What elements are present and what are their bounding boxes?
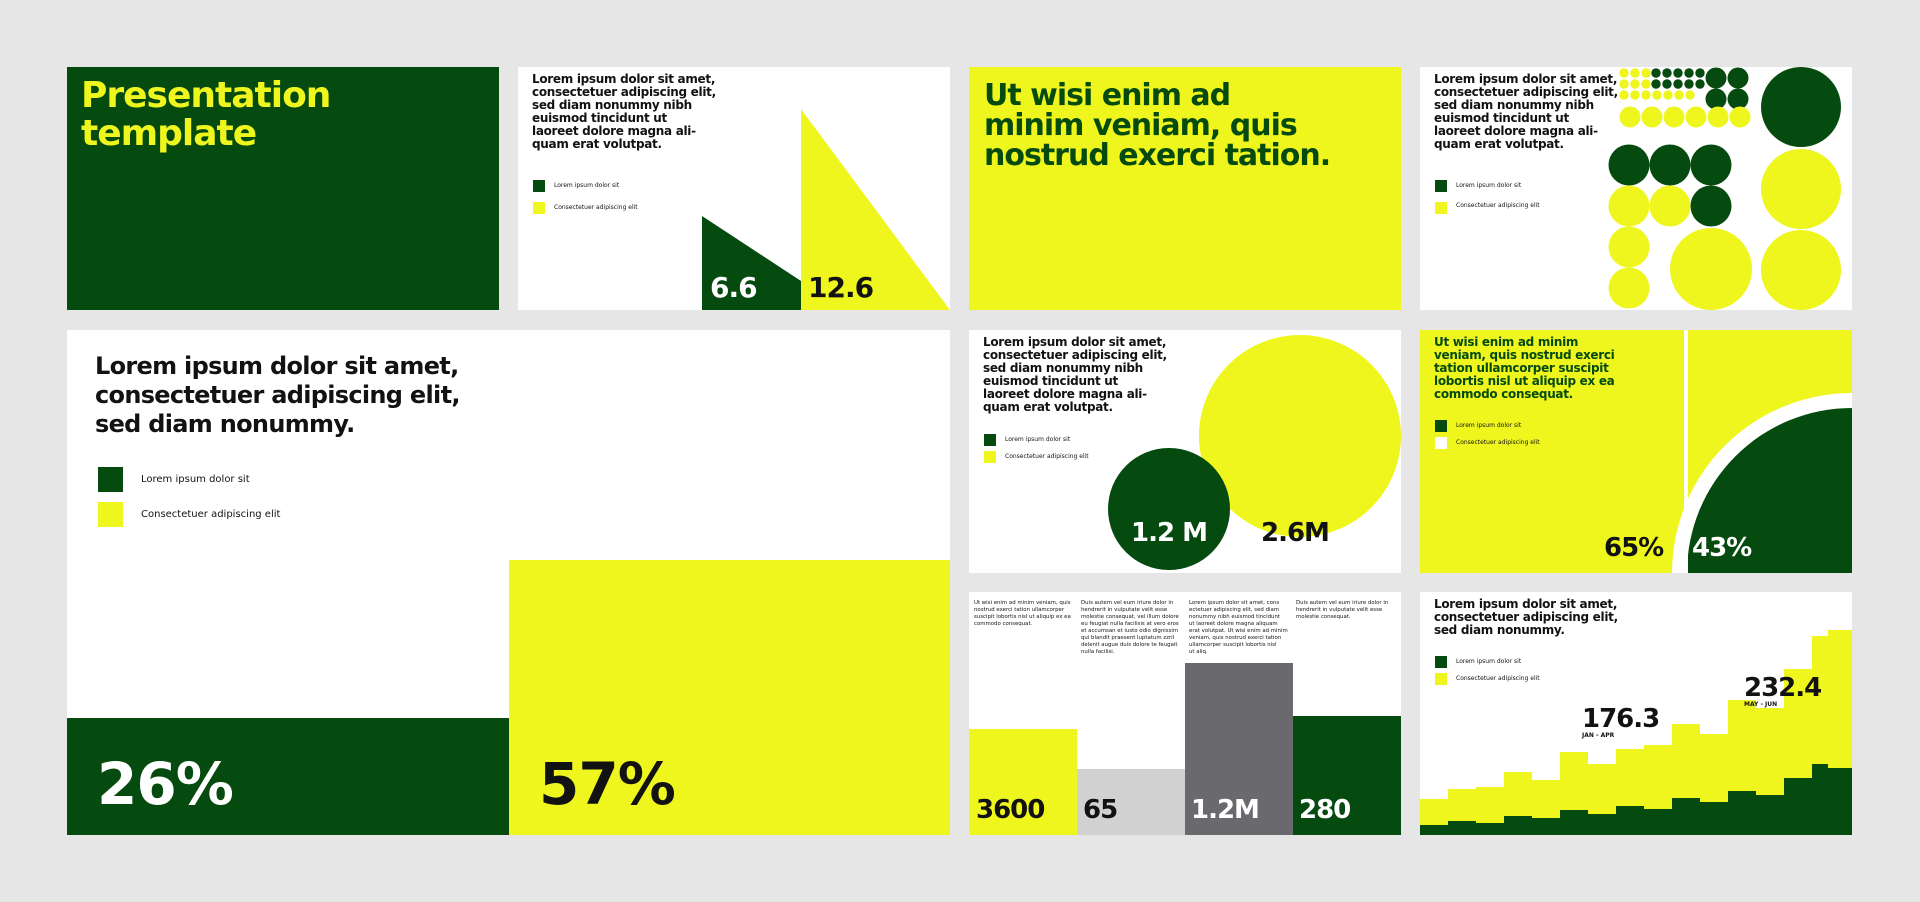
label-may-jun: MAY - JUN xyxy=(1744,701,1778,708)
slide-bar-comparison[interactable] xyxy=(67,330,950,835)
dot-grid-graphic xyxy=(1420,67,1852,310)
slide-step-chart[interactable] xyxy=(1420,592,1852,835)
value-column-2: 65 xyxy=(1083,795,1118,825)
slide-column-chart[interactable] xyxy=(969,592,1401,835)
legend-label: Consectetuer adipiscing elit xyxy=(554,204,638,211)
value-yellow: 57% xyxy=(539,750,675,818)
presentation-title xyxy=(81,77,330,153)
legend-label: Lorem ipsum dolor sit xyxy=(1456,658,1522,665)
legend-swatch-white xyxy=(1435,437,1447,449)
slide-bubble-chart[interactable] xyxy=(969,330,1401,573)
slide-title[interactable] xyxy=(67,67,499,310)
slide-arc-chart[interactable] xyxy=(1420,330,1852,573)
value-large: 12.6 xyxy=(808,271,874,304)
value-jan-apr: 176.3 xyxy=(1582,704,1660,734)
slide-triangle-chart[interactable] xyxy=(518,67,950,310)
value-dark-arc: 43% xyxy=(1692,533,1752,563)
value-large-bubble: 2.6M xyxy=(1261,518,1329,548)
legend-label: Consectetuer adipiscing elit xyxy=(1005,453,1089,460)
value-column-1: 3600 xyxy=(976,795,1045,825)
slide-dot-grid[interactable] xyxy=(1420,67,1852,310)
arc-gap xyxy=(1684,330,1688,573)
headline: Lorem ipsum dolor sit amet, consectetuer adipiscing elit, sed diam nonummy. xyxy=(1434,597,1618,637)
slide-quote[interactable] xyxy=(969,67,1401,310)
body-text: Ut wisi enim ad minim veniam, quis nostrud exerci tation ullamcorper suscipit lobortis nisl ut aliquip ex ea commodo consequat. xyxy=(1434,335,1615,401)
legend-label: Lorem ipsum dolor sit xyxy=(1456,422,1522,429)
quote-headline: Ut wisi enim ad minim veniam, quis nostrud exerci tation. xyxy=(984,78,1331,173)
value-column-3: 1.2M xyxy=(1191,795,1259,825)
legend-label: Consectetuer adipiscing elit xyxy=(1456,202,1540,209)
value-column-4: 280 xyxy=(1299,795,1351,825)
legend-label: Lorem ipsum dolor sit xyxy=(554,182,620,189)
legend-label: Consectetuer adipiscing elit xyxy=(1456,675,1540,682)
legend-label: Consectetuer adipiscing elit xyxy=(1456,439,1540,446)
legend-label: Lorem ipsum dolor sit xyxy=(141,474,250,485)
body-text: Lorem ipsum dolor sit amet, consectetuer adipiscing elit, sed diam nonummy nibh euismod tincidunt ut laoreet dolore magna ali- quam erat volutpat. xyxy=(1434,72,1618,151)
value-dark-green: 26% xyxy=(97,750,233,818)
title-line-2: template xyxy=(81,113,257,154)
headline: Lorem ipsum dolor sit amet, consectetuer adipiscing elit, sed diam nonummy. xyxy=(95,352,460,438)
legend-swatch-yellow xyxy=(98,502,123,527)
legend-label: Lorem ipsum dolor sit xyxy=(1456,182,1522,189)
bubble-small xyxy=(1108,448,1230,570)
value-may-jun: 232.4 xyxy=(1744,673,1822,703)
label-jan-apr: JAN - APR xyxy=(1582,732,1615,739)
column-text-3: Lorem ipsum dolor sit amet, cons ectetuer adipiscing elit, sed diam nonummy nibh euismod tincidunt ut laoreet dolore magna aliquam erat volutpat. Ut wisi enim ad minim veniam, quis nostrud exerci tation ullamcorper suscipit lobortis nisl ut aliq. xyxy=(1189,600,1288,656)
body-text: Lorem ipsum dolor sit amet, consectetuer adipiscing elit, sed diam nonummy nibh euismod tincidunt ut laoreet dolore magna ali- quam erat volutpat. xyxy=(532,72,716,151)
legend-swatch-dark-green xyxy=(98,467,123,492)
column-text-1: Ut wisi enim ad minim veniam, quis nostrud exerci tation ullamcorper suscipit lobortis nisl ut aliquip ex ea commodo consequat. xyxy=(974,600,1071,628)
legend-label: Consectetuer adipiscing elit xyxy=(141,509,281,520)
value-small-bubble: 1.2 M xyxy=(1131,518,1207,548)
body-text: Lorem ipsum dolor sit amet, consectetuer adipiscing elit, sed diam nonummy nibh euismod tincidunt ut laoreet dolore magna ali- quam erat volutpat. xyxy=(983,335,1167,414)
column-text-2: Duis autem vel eum iriure dolor in hendrerit in vulputate velit esse molestie consequat, vel illum dolore eu feugiat nulla facilisis at vero eros et accumsan et iusto odio dignissim qui blandit praesent luptatum zzril delenit augue duis dolore te feugait nulla facilisi. xyxy=(1081,600,1179,656)
title-line-1: Presentation xyxy=(81,75,331,116)
value-white-arc: 65% xyxy=(1604,533,1664,563)
legend-label: Lorem ipsum dolor sit xyxy=(1005,436,1071,443)
value-small: 6.6 xyxy=(710,271,757,304)
column-text-4: Duis autem vel eum iriure dolor in hendrerit in vulputate velit esse molestie consequat. xyxy=(1296,600,1389,621)
legend-swatch-dark-green xyxy=(1435,420,1447,432)
